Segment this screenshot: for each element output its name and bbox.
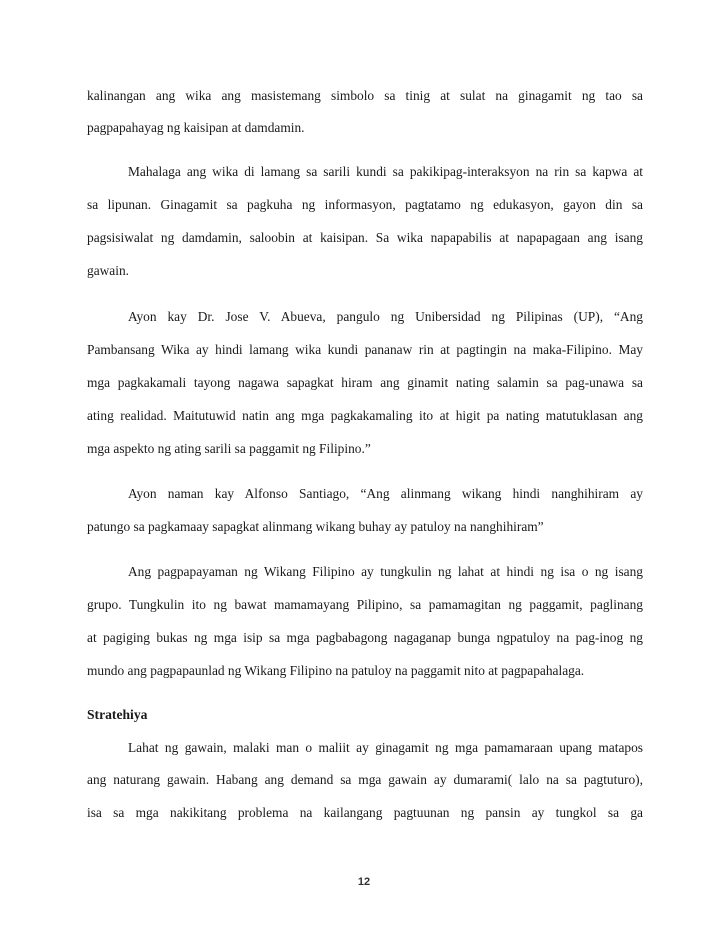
paragraph-3-line-1: Ayon kay Dr. Jose V. Abueva, pangulo ng Unibersidad ng Pilipinas (UP), “Ang [128,309,643,324]
paragraph-4-line-2: patungo sa pagkamaay sapagkat alinmang wikang buhay ay patuloy na nanghihiram” [87,519,544,534]
paragraph-1-line-1: kalinangan ang wika ang masistemang simbolo sa tinig at sulat na ginagamit ng tao sa [87,88,643,103]
paragraph-2-line-4: gawain. [87,263,130,278]
paragraph-3-line-4: ating realidad. Maitutuwid natin ang mga pagkakamaling ito at higit pa nating matutuklasan ang [87,408,643,423]
paragraph-1-line-2: pagpapahayag ng kaisipan at damdamin. [87,120,305,135]
paragraph-2-line-2: sa lipunan. Ginagamit sa pagkuha ng informasyon, pagtatamo ng edukasyon, gayon din sa [87,197,643,212]
paragraph-6-line-1: Lahat ng gawain, malaki man o maliit ay ginagamit ng mga pamamaraan upang matapos [128,740,643,755]
paragraph-5-line-4: mundo ang pagpapaunlad ng Wikang Filipino na patuloy na paggamit nito at pagpapahalaga. [87,663,585,678]
paragraph-3-line-5: mga aspekto ng ating sarili sa paggamit ng Filipino.” [87,441,371,456]
paragraph-3-line-2: Pambansang Wika ay hindi lamang wika kundi pananaw rin at pagtingin na maka-Filipino. May [87,342,643,357]
paragraph-6-line-2: ang naturang gawain. Habang ang demand sa mga gawain ay dumarami( lalo na sa pagtuturo), [87,772,643,787]
paragraph-5-line-2: grupo. Tungkulin ito ng bawat mamamayang Pilipino, sa pamamagitan ng paggamit, paglinang [87,597,643,612]
paragraph-4-line-1: Ayon naman kay Alfonso Santiago, “Ang alinmang wikang hindi nanghihiram ay [128,486,643,501]
paragraph-5-line-3: at pagiging bukas ng mga isip sa mga pagbabagong nagaganap bunga ngpatuloy na pag-inog ng [87,630,643,645]
section-heading: Stratehiya [87,707,148,722]
paragraph-3-line-3: mga pagkakamali tayong nagawa sapagkat hiram ang ginamit nating salamin sa pag-unawa sa [87,375,643,390]
page-number: 12 [357,876,371,888]
paragraph-2-line-1: Mahalaga ang wika di lamang sa sarili kundi sa pakikipag-interaksyon na rin sa kapwa at [128,164,643,179]
paragraph-6-line-3: isa sa mga nakikitang problema na kailangang pagtuunan ng pansin ay tungkol sa ga [87,805,643,820]
paragraph-2-line-3: pagsisiwalat ng damdamin, saloobin at kaisipan. Sa wika napapabilis at napapagaan ang isang [87,230,643,245]
paragraph-5-line-1: Ang pagpapayaman ng Wikang Filipino ay tungkulin ng lahat at hindi ng isa o ng isang [128,564,643,579]
